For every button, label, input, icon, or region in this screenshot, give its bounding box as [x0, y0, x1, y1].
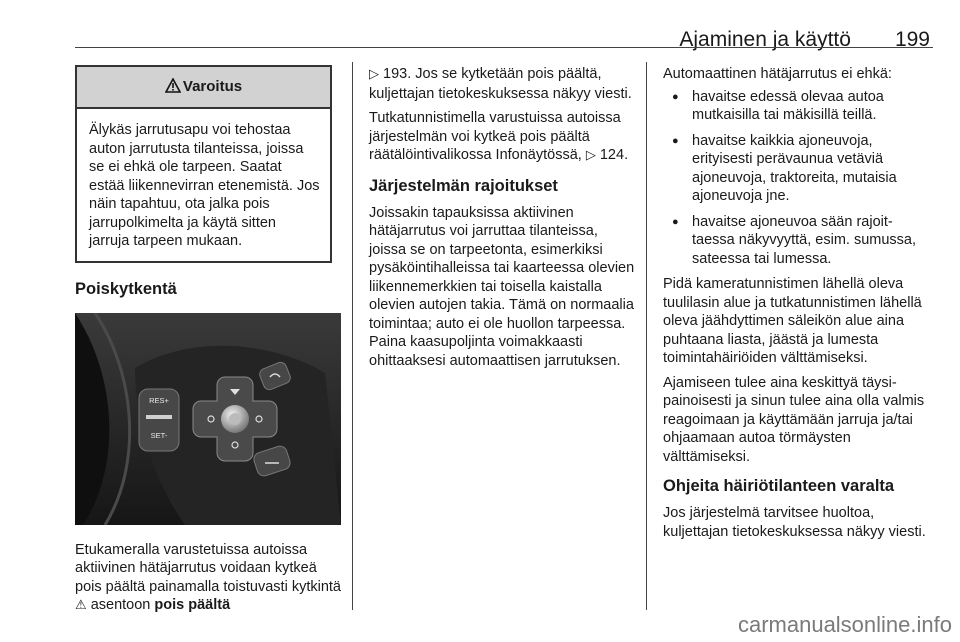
warning-header	[77, 67, 330, 109]
warning-title: Varoitus	[182, 78, 243, 95]
list-intro: Automaattinen hätäjarrutus ei ehkä:	[663, 66, 892, 82]
column-2	[369, 65, 635, 376]
paragraph-service: Jos järjestelmä tarvitsee huoltoa, kuljettajan tietokeskuksessa näkyy viesti.	[663, 505, 926, 540]
header-rule	[75, 47, 933, 48]
caption-mid: asentoon	[90, 597, 151, 613]
list-item: ● havaitse ajoneuvoa sään rajoittaessa näkyvyyttä, esim. sumussa, sateessa tai lumessa.	[663, 213, 929, 269]
column-divider-2	[646, 62, 647, 610]
paragraph-continuation-text: . Jos se kytketään pois päältä, kuljettajan tietokeskuksessa näkyy viesti.	[369, 66, 632, 102]
caption-text: Etukameralla varustetuissa autoissa aktiivinen hätäjarrutus voidaan kytkeä pois päältä painamalla toistuvasti kytkintä	[75, 541, 341, 595]
paragraph-attention: Ajamiseen tulee aina keskittyä täysipainoisesti ja sinun tulee aina olla valmis reagoimaan ja käyttämään jarruja ja/tai ohjaamaan autoa törmäysten välttämiseksi.	[663, 374, 925, 465]
paragraph-radar: Tutkatunnistimella varustuissa autoissa järjestelmän voi kytkeä pois päältä räätälöintivalikossa Infonäytössä, ▷ 124.	[369, 110, 629, 163]
column-divider-1	[352, 62, 353, 610]
section-heading-limitations: Järjestelmän rajoitukset	[369, 176, 558, 195]
page-header	[679, 28, 930, 52]
steering-wheel-controls-image	[75, 313, 341, 525]
section-heading-poiskytkenta: Poiskytkentä	[75, 279, 177, 298]
res-plus-label: RES+	[149, 395, 169, 405]
warning-text: Älykäs jarrutusapu voi tehostaa auton jarrutusta tilanteissa, joissa se ei ehkä ole tarpeen. Saatat estää liikennevirran etenemistä. Jos näin tapahtuu, ota jalka pois jarrupolkimelta ja käytä sitten jarruja tarpeen mukaan.	[89, 122, 320, 249]
header-title: Ajaminen ja käyttö	[679, 28, 851, 51]
caption-bold: pois päältä	[154, 597, 231, 613]
section-heading-fault: Ohjeita häiriötilanteen varalta	[663, 477, 895, 495]
page-ref-number: 124	[599, 147, 625, 163]
limitations-list	[663, 88, 929, 269]
column-3	[663, 65, 929, 547]
page-number: 199	[894, 28, 930, 51]
page-ref-number: 193	[383, 66, 408, 82]
paragraph-radar-text: Tutkatunnistimella varustuissa autoissa järjestelmän voi kytkeä pois päältä räätälöintivalikossa Infonäytössä,	[369, 110, 621, 163]
watermark: carmanualsonline.info	[737, 612, 952, 637]
set-minus-label: SET-	[150, 430, 168, 440]
image-caption	[75, 541, 341, 616]
column-1	[75, 65, 341, 622]
paragraph-sensor-cleaning: Pidä kameratunnistimen lähellä oleva tuulilasin alue ja tutkatunnistimen lähellä oleva jäähdyttimen säleikön alue aina puhtaana liasta, jäästä ja lumesta toimintahäiriöiden välttämiseksi.	[663, 276, 922, 366]
page-ref-icon: ▷	[369, 67, 379, 82]
page-ref-icon: ▷	[585, 148, 596, 163]
collision-alert-switch-icon: ⚠	[75, 598, 87, 613]
warning-box	[75, 65, 332, 263]
paragraph-limitations: Joissakin tapauksissa aktiivinen hätäjarrutus voi jarruttaa tilanteissa, joissa se on tarpeetonta, esimerkiksi pysäköintihalleissa tai kaarteessa olevien liikennemerkkien tai toisella kaistalla olevien autojen takia. Tämä on normaalia toimintaa; auto ei ole huollon tarpeessa. Paina kaasupoljinta voimakkaasti ohittaaksesi automaattisen jarrutuksen.	[369, 204, 635, 369]
paragraph-continuation	[369, 65, 635, 103]
list-item: ● havaitse edessä olevaa autoa mutkaisilla tai mäkisillä teillä.	[663, 88, 929, 125]
list-item: ● havaitse kaikkia ajoneuvoja, erityisesti perävaunua vetäviä ajoneuvoja, traktoreita, mutaisia ajoneuvoja jne.	[663, 132, 929, 206]
warning-triangle-icon	[165, 78, 181, 93]
